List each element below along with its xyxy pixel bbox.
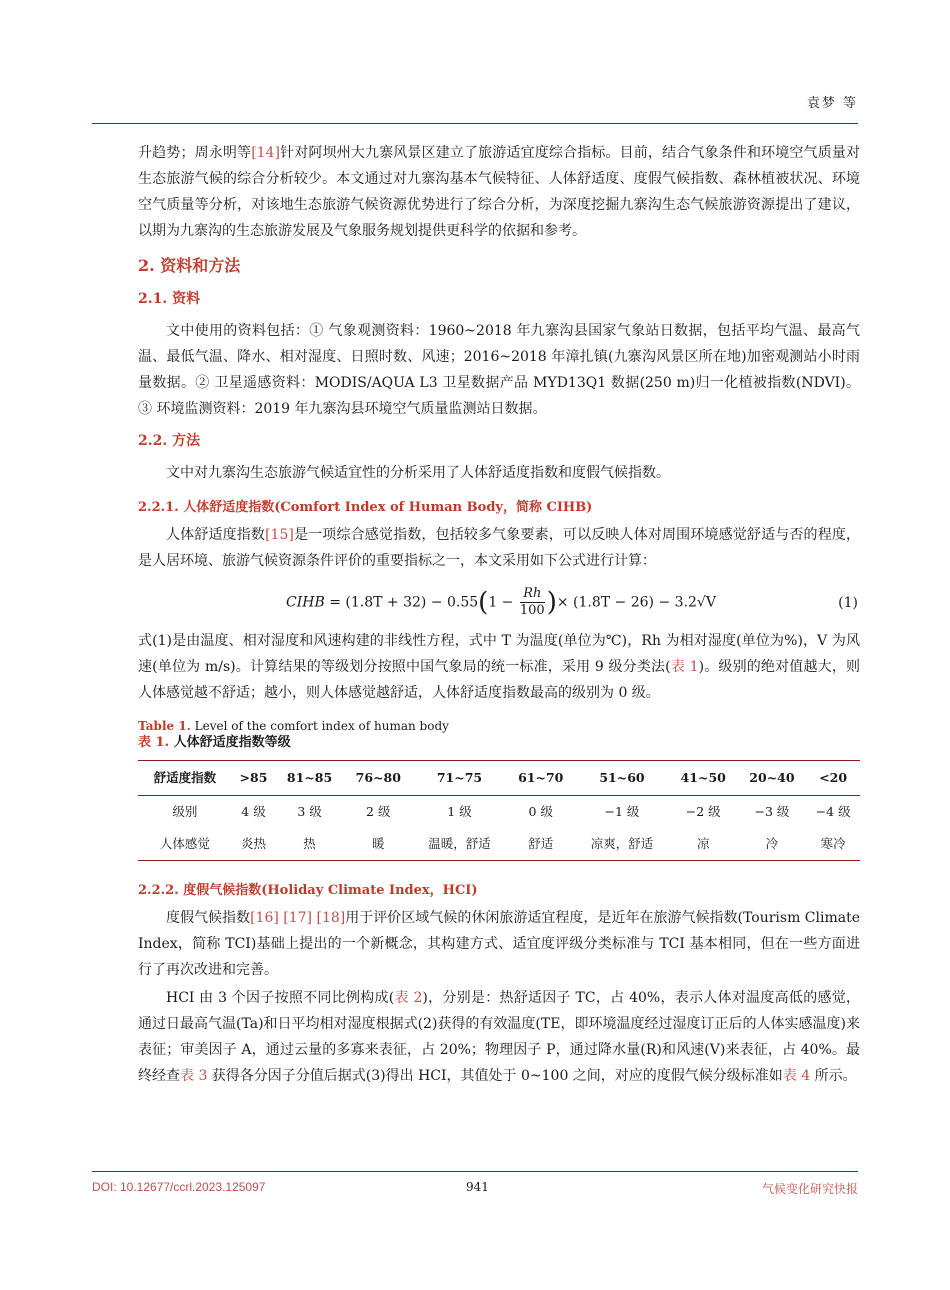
caption-text: 人体舒适度指数等级 — [169, 735, 291, 750]
table-link[interactable]: 表 4 — [782, 1068, 811, 1084]
table-caption-en — [138, 718, 860, 734]
table-cell: −3 级 — [754, 804, 790, 819]
table-cell: 温暖，舒适 — [413, 828, 507, 861]
table-cell: 1 级 — [447, 804, 472, 819]
text-run: )，分别是：热舒适因子 TC，占 40%，表示人体对温度高低的感觉，通过日最高气温(Ta)和日平均相对湿度根据式(2)获得的有效温度(TE，即环境温度经过湿度订正后的人体实感温度)来表征；审美因子 A，通过云量的多寡来表征，占 20%；物理因子 P，通过降水量(R)和风速(V)来表征，占 40%。最终经查 — [138, 990, 861, 1084]
text-run: 式(1)是由温度、相对湿度和风速构建的非线性方程，式中 T 为温度(单位为℃)，Rh 为相对湿度(单位为%)，V 为风速(单位为 m/s)。计算结果的等级划分按照中国气象局的统一标准，采用 9 级分类法( — [138, 633, 860, 675]
equation-term: × (1.8T − 26) − 3.2√V — [556, 594, 716, 611]
hci-paragraph-2 — [138, 985, 860, 1089]
table-cell: 凉爽，舒适 — [575, 828, 669, 861]
equation-term: 1 − — [488, 594, 518, 611]
text-run: )。级别的绝对值越大，则人体感觉越不舒适；越小，则人体感觉越舒适，人体舒适度指数最高的级别为 0 级。 — [138, 659, 861, 701]
section-heading: 2. 资料和方法 — [138, 256, 241, 275]
header-rule — [92, 123, 858, 124]
text-run: 针对阿坝州大九寨风景区建立了旅游适宜度综合指标。目前，结合气象条件和环境空气质量对生态旅游气候的综合分析较少。本文通过对九寨沟基本气候特征、人体舒适度、度假气候指数、森林植被状况、环境空气质量等分析，对该地生态旅游气候资源优势进行了综合分析，为深度挖掘九寨沟生态气候旅游资源提出了建议，以期为九寨沟的生态旅游发展及气象服务规划提供更科学的依据和参考。 — [138, 145, 861, 239]
equation-term: (1.8T + 32) − 0.55 — [345, 594, 479, 611]
equation-fraction — [520, 586, 545, 619]
subsubsection-heading: 2.2.1. 人体舒适度指数(Comfort Index of Human Body，简称 CIHB) — [138, 500, 593, 515]
table-cell: 暖 — [344, 828, 413, 861]
running-head: 袁梦 等 — [806, 96, 858, 111]
text-run: HCI 由 3 个因子按照不同比例构成( — [166, 990, 395, 1006]
table-cell: −1 级 — [604, 804, 640, 819]
cihb-explanation — [138, 628, 860, 706]
table-cell: 冷 — [738, 828, 807, 861]
doi-link[interactable]: DOI: 10.12677/ccrl.2023.125097 — [92, 1180, 266, 1194]
equation-body: CIHB = (1.8T + 32) − 0.55(1 − $\frac{Rh}{100}$ )× (1.8T − 26) − 3.2√V — [286, 586, 716, 618]
table-cell: 0 级 — [528, 804, 553, 819]
equation-lhs: CIHB = — [286, 594, 346, 611]
caption-label: Table 1. — [138, 719, 191, 733]
table-cell: 热 — [275, 828, 344, 861]
table-header-cell: 81~85 — [275, 761, 344, 796]
text-run: 度假气候指数 — [166, 910, 251, 926]
table-cell: 级别 — [172, 804, 198, 819]
table-cell: −2 级 — [685, 804, 721, 819]
citation-link[interactable]: [16] [17] [18] — [250, 910, 346, 926]
data-paragraph: 文中使用的资料包括：① 气象观测资料：1960~2018 年九寨沟县国家气象站日数据，包括平均气温、最高气温、最低气温、降水、相对湿度、日照时数、风速；2016~2018 年漳扎镇(九寨沟风景区所在地)加密观测站小时雨量数据。② 卫星遥感资料：MODIS/AQUA L3 卫星数据产品 MYD13Q1 数据(250 m)归一化植被指数(NDVI)。③ 环境监测资料：2019 年九寨沟县环境空气质量监测站日数据。 — [138, 323, 860, 417]
subsection-heading: 2.2. 方法 — [138, 433, 201, 449]
hci-paragraph-1 — [138, 905, 860, 983]
text-run: 用于评价区域气候的休闲旅游适宜程度，是近年在旅游气候指数(Tourism Climate Index，简称 TCI)基础上提出的一个新概念，其构建方式、适宜度评级分类标准与 TCI 基本相同，但在一些方面进行了再次改进和完善。 — [138, 910, 861, 978]
method-paragraph: 文中对九寨沟生态旅游气候适宜性的分析采用了人体舒适度指数和度假气候指数。 — [166, 465, 670, 481]
text-run: 是一项综合感觉指数，包括较多气象要素，可以反映人体对周围环境感觉舒适与否的程度，是人居环境、旅游气候资源条件评价的重要指标之一，本文采用如下公式进行计算： — [138, 527, 861, 569]
table-link[interactable]: 表 3 — [180, 1068, 208, 1084]
equation-number: (1) — [838, 595, 858, 611]
table-header-cell: 41~50 — [669, 761, 738, 796]
table-header-cell: 20~40 — [738, 761, 807, 796]
table-link[interactable]: 表 2 — [394, 990, 423, 1006]
fraction-numerator: Rh — [520, 586, 545, 603]
subsubsection-heading: 2.2.2. 度假气候指数(Holiday Climate Index，HCI) — [138, 883, 478, 898]
table-header-cell: >85 — [232, 761, 275, 796]
table-caption-cn — [138, 734, 860, 752]
caption-text: Level of the comfort index of human body — [190, 719, 449, 733]
table-cell: 寒冷 — [806, 828, 860, 861]
table-row — [138, 828, 860, 861]
table-header-cell: <20 — [806, 761, 860, 796]
table-cell: 3 级 — [297, 804, 322, 819]
table-cell: 人体感觉 — [138, 828, 232, 861]
text-run: 人体舒适度指数 — [166, 527, 266, 543]
table-header-cell: 76~80 — [344, 761, 413, 796]
table-header-row — [138, 761, 860, 796]
table-header-cell: 51~60 — [575, 761, 669, 796]
equation-1 — [138, 578, 860, 622]
table-link[interactable]: 表 1 — [670, 659, 699, 675]
table-header-cell: 61~70 — [506, 761, 575, 796]
comfort-index-table — [138, 760, 860, 861]
table-header-cell: 舒适度指数 — [138, 761, 232, 796]
journal-name: 气候变化研究快报 — [761, 1182, 858, 1196]
citation-link[interactable]: [14] — [251, 145, 280, 161]
table-header-cell: 71~75 — [413, 761, 507, 796]
table-cell: 炎热 — [232, 828, 275, 861]
page-number: 941 — [466, 1180, 489, 1194]
body-text — [138, 140, 860, 1091]
intro-paragraph — [138, 140, 860, 244]
subsection-heading: 2.1. 资料 — [138, 291, 201, 307]
table-cell: 舒适 — [506, 828, 575, 861]
cihb-paragraph — [138, 522, 860, 574]
table-cell: 2 级 — [366, 804, 391, 819]
table-row — [138, 796, 860, 829]
text-run: 所示。 — [810, 1068, 857, 1084]
footer-rule — [92, 1171, 858, 1172]
citation-link[interactable]: [15] — [265, 527, 294, 543]
fraction-denominator: 100 — [519, 603, 545, 618]
table-cell: 凉 — [669, 828, 738, 861]
text-run: 获得各分因子分值后据式(3)得出 HCI，其值处于 0~100 之间，对应的度假气候分级标准如 — [207, 1068, 783, 1084]
table-cell: −4 级 — [815, 804, 851, 819]
table-cell: 4 级 — [241, 804, 266, 819]
text-run: 升趋势；周永明等 — [138, 145, 252, 161]
caption-label: 表 1. — [138, 735, 170, 750]
